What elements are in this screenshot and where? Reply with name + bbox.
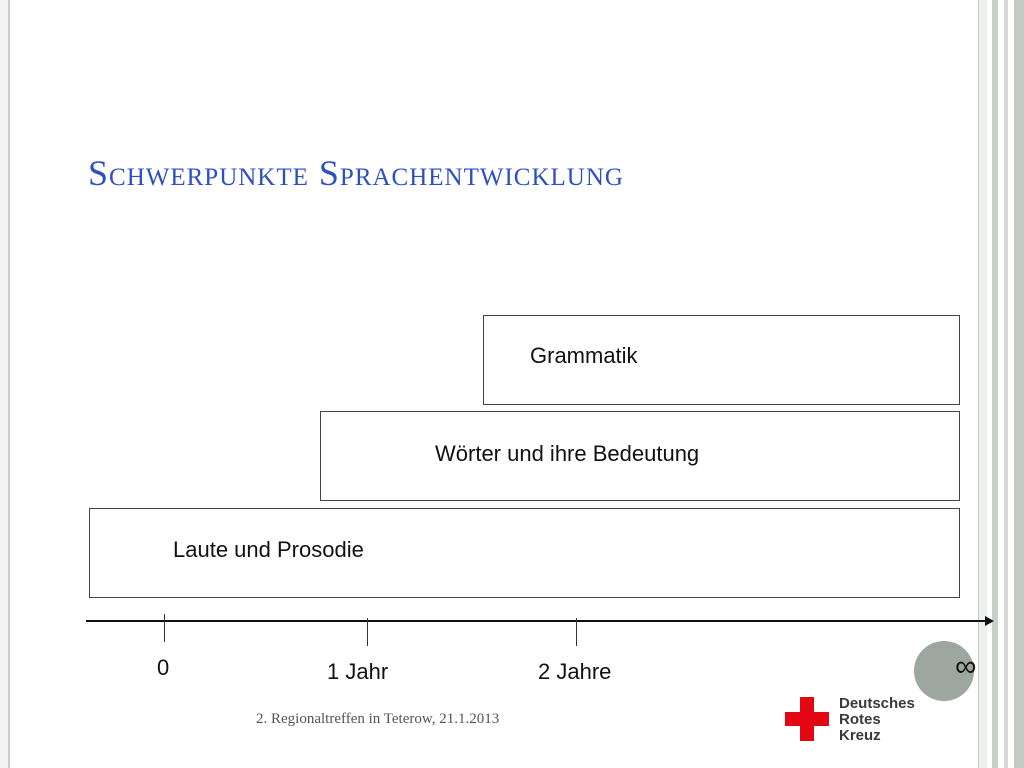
timeline-axis	[86, 620, 986, 622]
words-label: Wörter und ihre Bedeutung	[435, 441, 700, 466]
grammar-box	[483, 315, 960, 405]
logo-text	[839, 696, 915, 744]
tick-1-year	[367, 618, 368, 646]
logo-line-2: Rotes	[839, 711, 881, 728]
footer-text: 2. Regionaltreffen in Teterow, 21.1.2013	[256, 711, 500, 727]
tick-0	[164, 614, 165, 642]
slide-title: Schwerpunkte Sprachentwicklung	[88, 153, 624, 193]
grammar-label: Grammatik	[530, 343, 638, 368]
tick-label-0: 0	[157, 655, 170, 680]
infinity-symbol: ∞	[955, 650, 977, 683]
timeline-arrowhead	[985, 616, 994, 626]
slide-frame-right	[978, 0, 1024, 768]
words-box	[320, 411, 960, 501]
slide-frame-left	[0, 0, 10, 768]
tick-label-1-year: 1 Jahr	[327, 659, 389, 684]
tick-label-2-years: 2 Jahre	[538, 659, 612, 684]
sounds-label: Laute und Prosodie	[173, 537, 364, 562]
sounds-box	[89, 508, 960, 598]
logo-line-3: Kreuz	[839, 727, 881, 744]
tick-2-years	[576, 618, 577, 646]
logo-line-1: Deutsches	[839, 695, 915, 712]
drk-logo	[785, 697, 935, 747]
red-cross-icon	[785, 697, 829, 741]
